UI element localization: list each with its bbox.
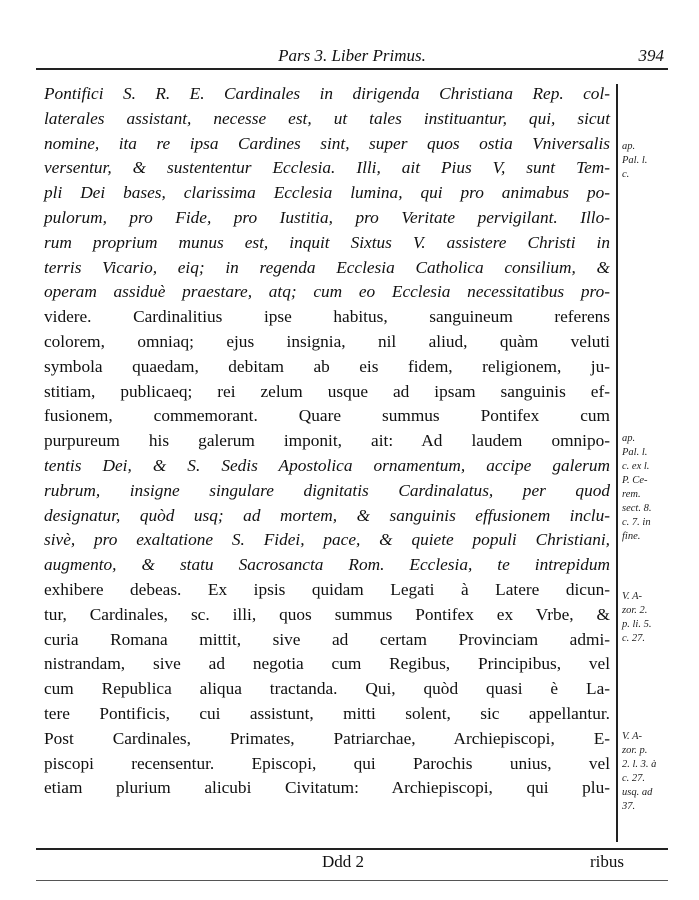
margin-note-line: c. ex l. [622, 461, 650, 472]
margin-note-line: c. 27. [622, 633, 646, 644]
text-line: exhibere debeas. Ex ipsis quidam Legati à Latere dicun- [44, 579, 610, 599]
margin-note-line: ap. [622, 433, 636, 444]
running-title: Pars 3. Liber Primus. [278, 46, 426, 65]
text-line: rum proprium munus est, inquit Sixtus V. assistere Christi in [44, 232, 610, 252]
text-line: Post Cardinales, Primates, Patriarchae, Archiepiscopi, E- [44, 728, 610, 748]
page-number: 394 [638, 46, 664, 65]
margin-note-line: sect. 8. [622, 503, 652, 514]
text-line: nistrandam, sive ad negotia cum Regibus, Principibus, vel [44, 654, 610, 674]
margin-note-line: zor. 2. [622, 605, 648, 616]
text-line: tur, Cardinales, sc. illi, quos summus Pontifex ex Vrbe, & [44, 604, 610, 624]
text-line: symbola quaedam, debitam ab eis fidem, religionem, ju- [44, 356, 610, 376]
text-line: Pontifici S. R. E. Cardinales in dirigenda Christiana Rep. col- [44, 84, 610, 103]
text-line: fusionem, commemorant. Quare summus Pontifex cum [44, 406, 610, 426]
margin-note-line: ap. [622, 141, 636, 152]
text-line: nomine, ita re ipsa Cardines sint, super quos ostia Vniversalis [44, 133, 610, 153]
margin-note-line: c. 7. in [622, 517, 651, 528]
text-line: tere Pontificis, cui assistunt, mitti solent, sic appellantur. [44, 703, 610, 723]
text-line: laterales assistant, necesse est, ut tales instituantur, qui, sicut [44, 108, 610, 128]
text-line: videre. Cardinalitius ipse habitus, sanguineum referens [44, 307, 610, 327]
bottom-rule [36, 880, 668, 881]
text-line: operam assiduè praestare, atq; cum eo Ecclesia necessitatibus pro- [44, 282, 610, 302]
text-line: colorem, omniaq; ejus insignia, nil aliud, quàm veluti [44, 331, 610, 351]
margin-note-line: usq. ad [622, 787, 653, 798]
margin-note-line: zor. p. [622, 745, 648, 756]
margin-note-line: rem. [622, 489, 641, 500]
footer-rule [36, 848, 668, 850]
margin-note-line: 2. l. 3. à [622, 759, 657, 770]
text-line: rubrum, insigne singulare dignitatis Cardinalatus, per quod [44, 480, 610, 500]
signature-mark: Ddd 2 [322, 852, 365, 871]
margin-note-line: V. A- [622, 731, 643, 742]
margin-note-4 [622, 730, 678, 814]
margin-note-line: P. Ce- [622, 475, 648, 486]
text-line: augmento, & statu Sacrosancta Rom. Ecclesia, te intrepidum [44, 555, 610, 575]
margin-note-line: Pal. l. [622, 155, 648, 166]
margin-note-line: 37. [622, 801, 636, 812]
text-line: etiam plurium alicubi Civitatum: Archiepiscopi, qui plu- [44, 778, 610, 798]
text-line: designatur, quòd usq; ad mortem, & sanguinis effusionem inclu- [44, 505, 610, 525]
main-text-block [44, 82, 610, 801]
text-line: cum Republica aliqua tractanda. Qui, quòd quasi è La- [44, 679, 610, 699]
margin-rule [616, 84, 618, 842]
margin-note-line: fine. [622, 531, 641, 542]
text-line: curia Romana mittit, sive ad certam Provinciam admi- [44, 629, 610, 649]
text-line: pulorum, pro Fide, pro Iustitia, pro Veritate pervigilant. Illo- [44, 207, 610, 227]
catchword: ribus [590, 852, 624, 871]
margin-note-2 [622, 432, 678, 544]
text-line: sivè, pro exaltatione S. Fidei, pace, & quiete populi Christiani, [44, 530, 610, 550]
text-line: tentis Dei, & S. Sedis Apostolica ornamentum, accipe galerum [44, 455, 610, 475]
text-line: versentur, & sustententur Ecclesia. Illi, ait Pius V, sunt Tem- [44, 158, 610, 178]
margin-note-line: Pal. l. [622, 447, 648, 458]
margin-note-3 [622, 590, 678, 646]
text-line: piscopi recensentur. Episcopi, qui Parochis unius, vel [44, 753, 610, 773]
margin-note-line: c. 27. [622, 773, 646, 784]
text-line: pli Dei bases, clarissima Ecclesia lumina, qui pro animabus po- [44, 183, 610, 203]
text-line: terris Vicario, eiq; in regenda Ecclesia Catholica consilium, & [44, 257, 610, 277]
margin-note-line: p. li. 5. [622, 619, 652, 630]
margin-note-line: c. [622, 169, 630, 180]
margin-note-line: V. A- [622, 591, 643, 602]
text-line: purpureum his galerum imponit, ait: Ad laudem omnipo- [44, 431, 610, 451]
margin-note-1 [622, 140, 678, 182]
text-line: stitiam, publicaeq; rei zelum usque ad ipsam sanguinis ef- [44, 381, 610, 401]
running-head [36, 38, 668, 70]
